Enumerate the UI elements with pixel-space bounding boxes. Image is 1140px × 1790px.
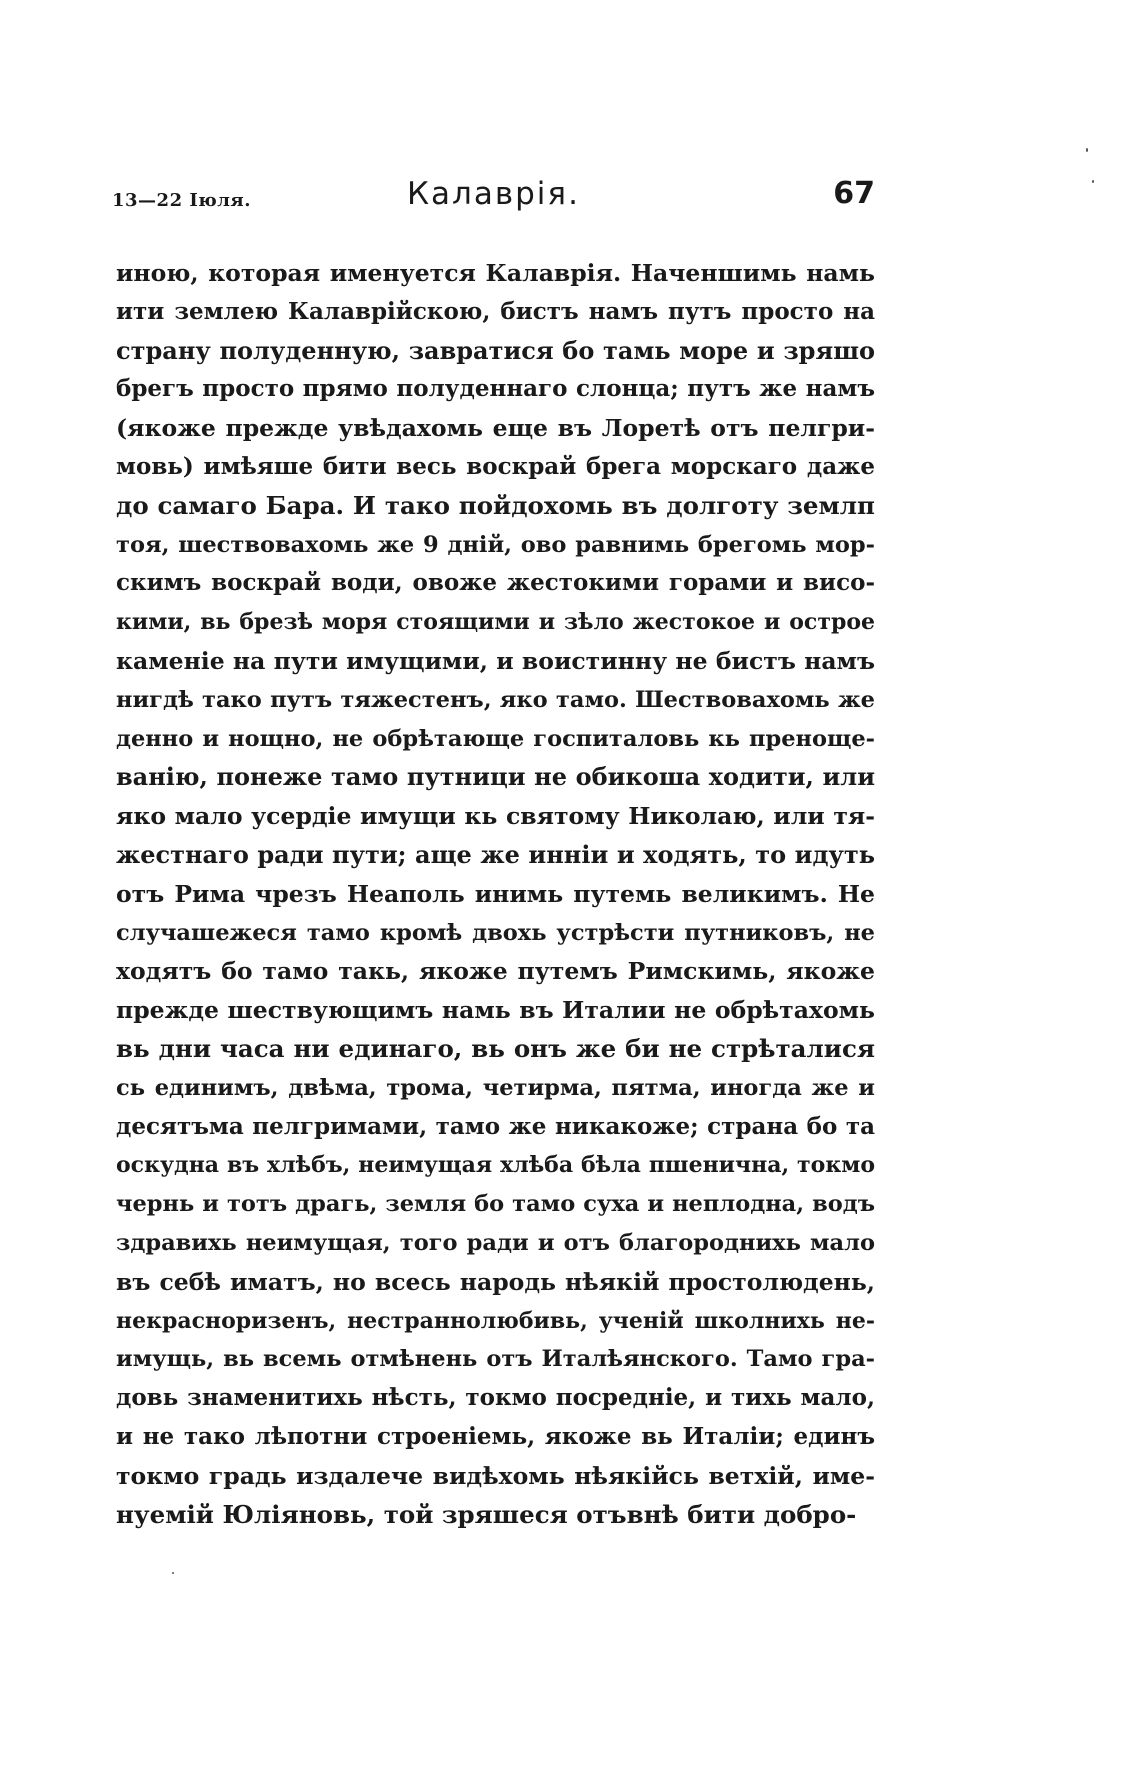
- header-title: Калаврія.: [407, 176, 580, 212]
- text-line: тоя, шествовахомь же 9 дній, ово равнимь брегомь мор-: [116, 531, 875, 558]
- text-line: жестнаго ради пути; аще же инніи и ходять, то идуть: [116, 839, 875, 869]
- text-line: отъ Рима чрезъ Неаполь инимь путемь великимъ. Не: [116, 879, 875, 908]
- text-line: чернь и тотъ драгь, земля бо тамо суха и неплодна, водъ: [116, 1191, 875, 1218]
- text-line: здравихь неимущая, того ради и отъ благороднихь мало: [116, 1229, 875, 1256]
- text-line: некрасноризенъ, нестраннолюбивь, ученій школнихь не-: [116, 1307, 875, 1334]
- text-line: брегъ просто прямо полуденнаго слонца; путъ же намъ: [116, 375, 875, 403]
- text-line: денно и нощно, не обрѣтающе госпиталовь кь пренощe-: [116, 725, 875, 752]
- page-number: 67: [833, 176, 875, 211]
- header-date: 13—22 Іюля.: [112, 190, 251, 211]
- text-line: токмо градь издалече видѣхомь нѣякійсь ветхій, име-: [116, 1461, 875, 1490]
- text-line: страну полуденную, завратися бо тамь море и зряшо: [116, 335, 875, 365]
- text-line: (якоже прежде увѣдахомь еще въ Лоретѣ отъ пелгри-: [116, 414, 875, 443]
- text-line: прежде шествующимъ намь въ Италии не обрѣтахомь: [116, 996, 875, 1025]
- text-line: кими, вь брезѣ моря стоящими и зѣло жестокое и острое: [116, 609, 875, 636]
- text-line: скимъ воскрай води, овоже жестокими горами и висо-: [116, 569, 875, 597]
- text-line: и не тако лѣпотни строеніемь, якоже вь Италіи; единъ: [116, 1422, 875, 1450]
- text-line: нигдѣ тако путъ тяжестенъ, яко тамо. Шествовахомь же: [116, 686, 875, 713]
- text-line: вь дни часа ни единаго, вь онъ же би не стрѣталися: [116, 1033, 875, 1063]
- text-line: каменіе на пути имущими, и воистинну не бистъ намъ: [116, 646, 875, 675]
- scan-speck: [1092, 180, 1094, 183]
- text-line: мовь) имѣяше бити весь воскрай брега морскаго даже: [116, 452, 875, 480]
- text-line: до самаго Бара. И тако пойдохомь въ долготу землп: [116, 490, 875, 520]
- text-line: нуемій Юліяновь, той зряшеся отъвнѣ бити добро-: [116, 1499, 857, 1529]
- text-line: довь знаменитихь нѣсть, токмо посредніе, и тихь мало,: [116, 1384, 875, 1412]
- text-line: имущь, вь всемь отмѣнень отъ Италѣянского. Тамо гра-: [116, 1346, 875, 1373]
- text-line: оскудна въ хлѣбъ, неимущая хлѣба бѣла пшенична, токмо: [116, 1152, 875, 1179]
- text-line: сь единимъ, двѣма, трома, четирма, пятма, иногда же и: [116, 1074, 875, 1101]
- text-line: случашежеся тамо кромѣ двохь устрѣсти путниковъ, не: [116, 919, 875, 946]
- text-line: десятъма пелгримами, тамо же никакоже; страна бо та: [116, 1112, 875, 1140]
- text-line: въ себѣ иматъ, но всесь народь нѣякій простолюдень,: [116, 1267, 875, 1296]
- running-header: [112, 176, 875, 216]
- text-line: ванію, понеже тамо путници не обикоша ходити, или: [116, 762, 875, 792]
- text-line: ити землею Калаврійскою, бистъ намъ путъ просто на: [116, 297, 875, 325]
- text-line: ходятъ бо тамо такь, якоже путемъ Римскимь, якоже: [116, 957, 875, 986]
- scan-speck: [172, 1572, 174, 1574]
- text-line: иною, которая именуется Калаврія. Наченшимь намь: [116, 259, 875, 287]
- scan-speck: [1086, 148, 1088, 152]
- body-text: [116, 254, 875, 1534]
- text-line: яко мало усердіе имущи кь святому Николаю, или тя-: [116, 802, 875, 831]
